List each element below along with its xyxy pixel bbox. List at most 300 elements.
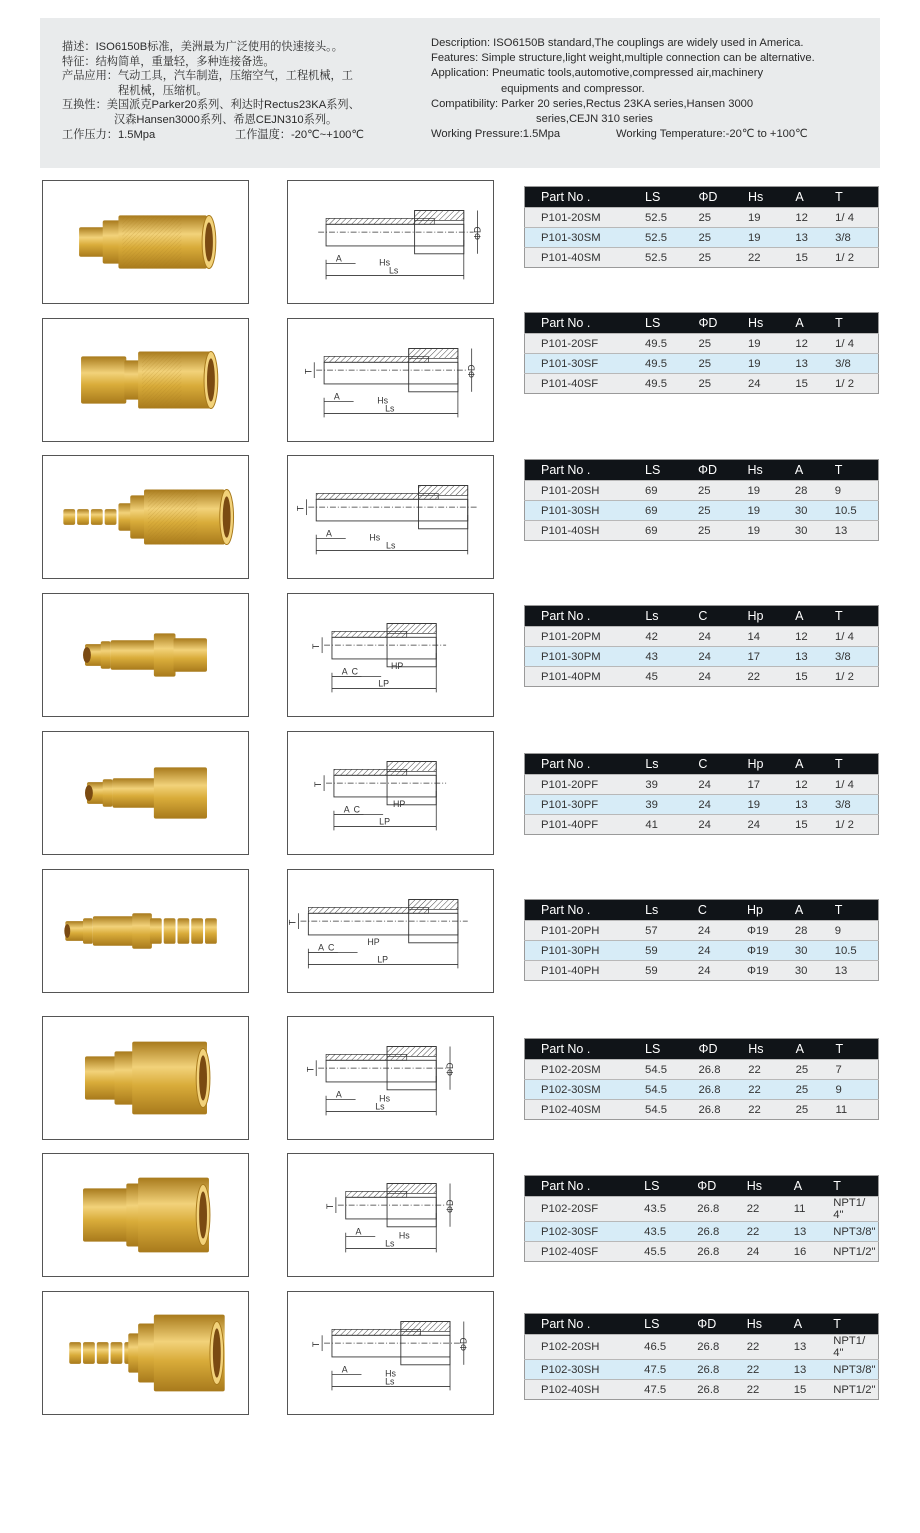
spec-cell: 26.8 — [698, 1080, 748, 1100]
spec-cell: 24 — [698, 667, 747, 687]
spec-cell: 12 — [795, 775, 835, 795]
spec-cell: 13 — [794, 1335, 833, 1360]
spec-cell: 16 — [794, 1242, 833, 1262]
column-header: A — [795, 460, 835, 481]
spec-table-header — [525, 460, 879, 481]
column-header: LS — [644, 1176, 697, 1197]
table-row — [525, 1380, 879, 1400]
part-number-cell: P102-30SH — [525, 1360, 645, 1380]
svg-text:A: A — [341, 666, 348, 677]
spec-cell: 24 — [748, 815, 796, 835]
product-photo — [42, 180, 249, 304]
part-number-cell: P101-40PM — [525, 667, 646, 687]
female-socket-male-thread-icon — [43, 181, 248, 303]
svg-text:C: C — [328, 942, 335, 953]
spec-cell: 19 — [748, 521, 795, 541]
column-header: LS — [645, 1039, 698, 1060]
column-header: Hs — [747, 1176, 794, 1197]
spec-table — [524, 312, 879, 394]
spec-cell: NPT1/2" — [833, 1380, 878, 1400]
product-row-p101-ph — [0, 869, 920, 995]
euro-socket-female-thread-icon — [43, 1154, 248, 1276]
spec-table-header — [525, 313, 879, 334]
column-header: Part No . — [525, 313, 646, 334]
part-number-cell: P101-40PH — [525, 961, 646, 981]
spec-cell: 19 — [748, 354, 795, 374]
product-row-p101-sf — [0, 318, 920, 444]
spec-cell: 26.8 — [697, 1222, 746, 1242]
column-header: Ls — [645, 754, 698, 775]
spec-cell: 24 — [698, 647, 747, 667]
cross-section-drawing-icon — [288, 181, 493, 303]
part-number-cell: P101-30SF — [525, 354, 646, 374]
intro-chinese — [62, 40, 432, 142]
svg-text:HP: HP — [390, 660, 404, 671]
spec-cell: 19 — [748, 228, 795, 248]
spec-cell: 15 — [795, 815, 835, 835]
spec-cell: 22 — [748, 1100, 795, 1120]
spec-cell: 24 — [698, 961, 747, 981]
svg-text:Ls: Ls — [375, 1101, 385, 1112]
column-header: LS — [644, 1314, 697, 1335]
cn-working-conditions — [62, 128, 432, 143]
spec-table — [524, 899, 879, 981]
spec-cell: 19 — [748, 501, 795, 521]
cn-application-cont: 程机械，压缩机。 — [118, 84, 208, 97]
column-header: LS — [645, 460, 698, 481]
table-row — [525, 1080, 879, 1100]
spec-cell: 59 — [645, 961, 698, 981]
spec-table-header — [525, 1176, 879, 1197]
spec-cell: 11 — [835, 1100, 878, 1120]
column-header: ΦD — [697, 1314, 746, 1335]
spec-cell: 43.5 — [644, 1222, 697, 1242]
cross-section-drawing-icon — [288, 319, 493, 441]
spec-table-header — [525, 1039, 879, 1060]
spec-cell: 13 — [795, 647, 835, 667]
column-header: A — [796, 1039, 836, 1060]
part-number-cell: P101-30PM — [525, 647, 646, 667]
svg-text:T: T — [295, 505, 306, 512]
svg-text:T: T — [305, 1066, 316, 1073]
column-header: C — [698, 606, 747, 627]
spec-cell: 49.5 — [645, 354, 698, 374]
product-row-p101-pf — [0, 731, 920, 857]
column-header: ΦD — [698, 187, 748, 208]
column-header: Hs — [748, 187, 795, 208]
column-header: Hs — [747, 1314, 794, 1335]
en-application-cont: equipments and compressor. — [501, 82, 645, 95]
part-number-cell: P101-20SF — [525, 334, 646, 354]
svg-text:ΦD: ΦD — [444, 1199, 455, 1214]
spec-cell: 54.5 — [645, 1060, 698, 1080]
spec-cell: 10.5 — [835, 501, 879, 521]
spec-cell: 22 — [748, 248, 795, 268]
column-header: C — [698, 900, 747, 921]
svg-text:Hs: Hs — [398, 1230, 410, 1241]
spec-cell: 7 — [835, 1060, 878, 1080]
spec-cell: 12 — [795, 334, 835, 354]
spec-cell: 57 — [645, 921, 698, 941]
column-header: C — [698, 754, 747, 775]
spec-cell: 22 — [747, 1335, 794, 1360]
product-photo — [42, 593, 249, 717]
plug-hose-barb-icon — [43, 870, 248, 992]
spec-cell: 13 — [835, 961, 879, 981]
product-row-p102-sm — [0, 1016, 920, 1142]
spec-table-header — [525, 900, 879, 921]
column-header: T — [835, 900, 879, 921]
spec-cell: 24 — [698, 795, 747, 815]
product-photo — [42, 1291, 249, 1415]
spec-cell: 69 — [645, 501, 698, 521]
table-row — [525, 775, 879, 795]
table-row — [525, 248, 879, 268]
product-row-p101-pm — [0, 593, 920, 719]
plug-male-thread-icon — [43, 594, 248, 716]
spec-cell: 9 — [835, 481, 879, 501]
spec-cell: 30 — [795, 961, 835, 981]
spec-cell: 25 — [698, 208, 748, 228]
spec-cell: 15 — [795, 374, 835, 394]
spec-cell: 45 — [645, 667, 698, 687]
column-header: Part No . — [525, 1314, 645, 1335]
part-number-cell: P102-40SF — [525, 1242, 645, 1262]
spec-cell: 24 — [698, 775, 747, 795]
spec-cell: 1/ 2 — [835, 248, 878, 268]
svg-text:Ls: Ls — [385, 403, 395, 414]
part-number-cell: P101-20PH — [525, 921, 646, 941]
part-number-cell: P101-40PF — [525, 815, 646, 835]
spec-cell: 54.5 — [645, 1080, 698, 1100]
spec-cell: 22 — [747, 1360, 794, 1380]
column-header: Part No . — [525, 1176, 645, 1197]
cn-features: 特征：结构简单，重量轻，多种连接备选。 — [62, 55, 275, 68]
table-row — [525, 961, 879, 981]
technical-drawing — [287, 455, 494, 579]
product-photo — [42, 1016, 249, 1140]
spec-cell: 26.8 — [697, 1242, 746, 1262]
spec-table — [524, 186, 879, 268]
cross-section-drawing-icon — [288, 1154, 493, 1276]
technical-drawing — [287, 593, 494, 717]
spec-table — [524, 459, 879, 541]
table-row — [525, 1060, 879, 1080]
spec-cell: 28 — [795, 921, 835, 941]
svg-text:A: A — [343, 804, 350, 815]
part-number-cell: P101-40SH — [525, 521, 646, 541]
spec-cell: 1/ 4 — [835, 627, 878, 647]
spec-cell: 45.5 — [644, 1242, 697, 1262]
technical-drawing — [287, 1153, 494, 1277]
spec-cell: 47.5 — [644, 1380, 697, 1400]
technical-drawing — [287, 869, 494, 993]
part-number-cell: P101-30SM — [525, 228, 646, 248]
svg-text:Hs: Hs — [379, 1093, 390, 1104]
en-features: Features: Simple structure,light weight,multiple connection can be alternative. — [431, 52, 815, 65]
column-header: Ls — [645, 606, 698, 627]
table-row — [525, 921, 879, 941]
table-row — [525, 1100, 879, 1120]
svg-text:Ls: Ls — [385, 1376, 395, 1387]
svg-text:C: C — [351, 666, 359, 677]
column-header: T — [835, 1039, 878, 1060]
spec-table-header — [525, 187, 879, 208]
en-application: Application: Pneumatic tools,automotive,compressed air,machinery — [431, 67, 764, 80]
column-header: Part No . — [525, 1039, 646, 1060]
product-photo — [42, 455, 249, 579]
spec-table-header — [525, 754, 879, 775]
table-row — [525, 521, 879, 541]
svg-text:A: A — [335, 253, 342, 264]
spec-cell: 9 — [835, 921, 879, 941]
spec-cell: 28 — [795, 481, 835, 501]
table-row — [525, 941, 879, 961]
en-compatibility-cont: series,CEJN 310 series — [536, 113, 653, 126]
svg-text:Ls: Ls — [385, 1238, 395, 1249]
svg-text:ΦD: ΦD — [466, 364, 477, 379]
spec-table — [524, 1313, 879, 1400]
table-row — [525, 1360, 879, 1380]
svg-text:HP: HP — [392, 798, 406, 809]
cross-section-drawing-icon — [288, 870, 493, 992]
svg-text:LP: LP — [379, 816, 391, 827]
spec-cell: Φ19 — [747, 921, 795, 941]
spec-cell: 1/ 4 — [835, 208, 878, 228]
en-temperature: Working Temperature:-20℃ to +100℃ — [616, 128, 808, 141]
svg-text:LP: LP — [378, 678, 390, 689]
cross-section-drawing-icon — [288, 732, 493, 854]
spec-cell: 43 — [645, 647, 698, 667]
spec-cell: 26.8 — [697, 1380, 746, 1400]
spec-cell: 1/ 2 — [835, 815, 878, 835]
spec-cell: 30 — [795, 501, 835, 521]
product-row-p102-sf — [0, 1153, 920, 1279]
spec-cell: 1/ 2 — [835, 374, 878, 394]
spec-cell: 22 — [748, 1080, 795, 1100]
column-header: Hs — [748, 313, 795, 334]
technical-drawing — [287, 1016, 494, 1140]
spec-cell: 3/8 — [835, 354, 878, 374]
table-row — [525, 1197, 879, 1222]
spec-cell: NPT1/ 4" — [833, 1197, 878, 1222]
spec-cell: 22 — [748, 1060, 795, 1080]
spec-cell: 49.5 — [645, 334, 698, 354]
table-row — [525, 667, 879, 687]
spec-cell: 22 — [748, 667, 796, 687]
svg-text:T: T — [303, 368, 314, 375]
spec-cell: 10.5 — [835, 941, 879, 961]
column-header: ΦD — [697, 1176, 746, 1197]
spec-cell: 39 — [645, 795, 698, 815]
spec-cell: 1/ 4 — [835, 775, 878, 795]
table-row — [525, 208, 879, 228]
column-header: ΦD — [698, 460, 748, 481]
technical-drawing — [287, 1291, 494, 1415]
spec-cell: 26.8 — [698, 1060, 748, 1080]
product-row-p101-sh — [0, 455, 920, 581]
spec-cell: 24 — [748, 374, 795, 394]
part-number-cell: P102-40SM — [525, 1100, 646, 1120]
part-number-cell: P101-30PF — [525, 795, 646, 815]
spec-cell: 25 — [796, 1080, 836, 1100]
svg-text:Hs: Hs — [379, 257, 390, 268]
table-row — [525, 815, 879, 835]
table-row — [525, 1222, 879, 1242]
spec-cell: 3/8 — [835, 795, 878, 815]
column-header: A — [794, 1176, 833, 1197]
spec-cell: 19 — [748, 795, 796, 815]
spec-cell: 42 — [645, 627, 698, 647]
svg-text:T: T — [311, 1341, 322, 1348]
spec-cell: 26.8 — [698, 1100, 748, 1120]
table-row — [525, 1242, 879, 1262]
cn-description: 描述：ISO6150B标准，美洲最为广泛使用的快速接头。。 — [62, 41, 343, 53]
svg-text:A: A — [318, 942, 325, 953]
product-row-p102-sh — [0, 1291, 920, 1417]
spec-cell: 17 — [748, 775, 796, 795]
svg-text:T: T — [311, 643, 322, 650]
spec-cell: 52.5 — [645, 248, 698, 268]
column-header: Ls — [645, 900, 698, 921]
column-header: LS — [645, 187, 698, 208]
spec-cell: 9 — [835, 1080, 878, 1100]
spec-cell: 52.5 — [645, 228, 698, 248]
svg-text:A: A — [326, 528, 332, 539]
spec-cell: 25 — [698, 334, 748, 354]
spec-cell: 13 — [795, 795, 835, 815]
cn-application: 产品应用：气动工具，汽车制造，压缩空气，工程机械，工 — [62, 70, 353, 83]
female-socket-hose-barb-icon — [43, 456, 248, 578]
column-header: T — [835, 187, 878, 208]
spec-cell: 24 — [698, 627, 747, 647]
technical-drawing — [287, 180, 494, 304]
part-number-cell: P102-20SH — [525, 1335, 645, 1360]
spec-table — [524, 1038, 879, 1120]
intro-english — [431, 36, 871, 142]
spec-cell: 19 — [748, 208, 795, 228]
svg-text:A: A — [355, 1226, 362, 1237]
technical-drawing — [287, 731, 494, 855]
column-header: T — [833, 1176, 878, 1197]
svg-text:Ls: Ls — [389, 265, 399, 276]
spec-cell: 69 — [645, 521, 698, 541]
spec-cell: 46.5 — [644, 1335, 697, 1360]
column-header: Part No . — [525, 460, 646, 481]
spec-cell: 1/ 4 — [835, 334, 878, 354]
spec-table — [524, 1175, 879, 1262]
spec-cell: 25 — [698, 248, 748, 268]
part-number-cell: P101-20PF — [525, 775, 646, 795]
spec-cell: NPT3/8" — [833, 1222, 878, 1242]
spec-cell: 3/8 — [835, 647, 878, 667]
spec-cell: 11 — [794, 1197, 833, 1222]
spec-cell: NPT3/8" — [833, 1360, 878, 1380]
spec-cell: 22 — [747, 1222, 794, 1242]
spec-cell: 25 — [796, 1060, 836, 1080]
spec-cell: 15 — [795, 248, 835, 268]
table-row — [525, 374, 879, 394]
part-number-cell: P102-30SM — [525, 1080, 646, 1100]
column-header: A — [795, 900, 835, 921]
spec-cell: NPT1/2" — [833, 1242, 878, 1262]
spec-cell: 13 — [795, 354, 835, 374]
cross-section-drawing-icon — [288, 1292, 493, 1414]
spec-cell: 13 — [794, 1222, 833, 1242]
spec-cell: 25 — [796, 1100, 836, 1120]
spec-cell: 47.5 — [644, 1360, 697, 1380]
spec-cell: 25 — [698, 501, 748, 521]
spec-table — [524, 753, 879, 835]
cross-section-drawing-icon — [288, 594, 493, 716]
part-number-cell: P101-30PH — [525, 941, 646, 961]
cross-section-drawing-icon — [288, 456, 493, 578]
spec-cell: 41 — [645, 815, 698, 835]
product-photo — [42, 318, 249, 442]
svg-text:T: T — [324, 1203, 335, 1210]
spec-cell: 22 — [747, 1197, 794, 1222]
spec-cell: 24 — [698, 815, 747, 835]
svg-text:ΦD: ΦD — [472, 226, 483, 241]
spec-cell: 39 — [645, 775, 698, 795]
part-number-cell: P101-40SM — [525, 248, 646, 268]
spec-cell: 25 — [698, 521, 748, 541]
plug-female-thread-icon — [43, 732, 248, 854]
spec-cell: 13 — [794, 1360, 833, 1380]
spec-cell: 25 — [698, 228, 748, 248]
product-row-p101-sm — [0, 180, 920, 306]
spec-cell: 26.8 — [697, 1360, 746, 1380]
spec-cell: 14 — [748, 627, 796, 647]
column-header: T — [833, 1314, 878, 1335]
euro-socket-hose-barb-icon — [43, 1292, 248, 1414]
column-header: A — [795, 754, 835, 775]
en-description: Description: ISO6150B standard,The couplings are widely used in America. — [431, 37, 804, 49]
spec-cell: 1/ 2 — [835, 667, 878, 687]
svg-text:T: T — [288, 919, 298, 926]
spec-cell: 19 — [748, 481, 795, 501]
spec-cell: Φ19 — [747, 961, 795, 981]
spec-table-header — [525, 1314, 879, 1335]
svg-text:A: A — [335, 1089, 342, 1100]
product-photo — [42, 869, 249, 993]
female-socket-female-thread-icon — [43, 319, 248, 441]
part-number-cell: P102-20SM — [525, 1060, 646, 1080]
spec-table — [524, 605, 879, 687]
table-row — [525, 334, 879, 354]
part-number-cell: P101-40SF — [525, 374, 646, 394]
spec-cell: 15 — [795, 667, 835, 687]
svg-text:Hs: Hs — [377, 395, 389, 406]
table-row — [525, 354, 879, 374]
column-header: A — [795, 313, 835, 334]
column-header: A — [794, 1314, 833, 1335]
spec-cell: 52.5 — [645, 208, 698, 228]
spec-cell: 30 — [795, 521, 835, 541]
column-header: Part No . — [525, 187, 646, 208]
spec-cell: 26.8 — [697, 1335, 746, 1360]
table-row — [525, 501, 879, 521]
spec-cell: 30 — [795, 941, 835, 961]
technical-drawing — [287, 318, 494, 442]
en-pressure: Working Pressure:1.5Mpa — [431, 128, 561, 141]
svg-text:LP: LP — [377, 954, 389, 965]
table-row — [525, 795, 879, 815]
spec-cell: 19 — [748, 334, 795, 354]
svg-text:ΦD: ΦD — [444, 1062, 455, 1077]
svg-text:Ls: Ls — [386, 540, 396, 551]
table-row — [525, 647, 879, 667]
